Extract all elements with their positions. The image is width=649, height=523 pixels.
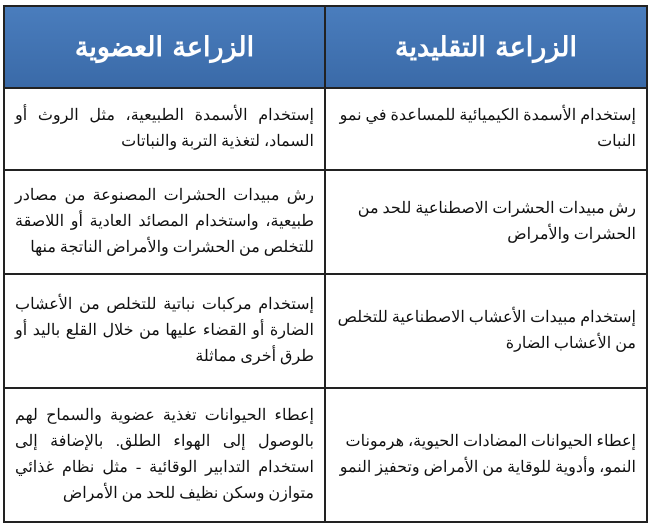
traditional-cell: إستخدام مبيدات الأعشاب الاصطناعية للتخلص من الأعشاب الضارة	[325, 274, 647, 388]
comparison-table	[3, 5, 648, 523]
header-organic-farming: الزراعة العضوية	[4, 6, 325, 88]
organic-cell: إستخدام الأسمدة الطبيعية، مثل الروث أو السماد، لتغذية التربة والنباتات	[4, 88, 325, 170]
header-row	[4, 6, 647, 88]
table-row	[4, 274, 647, 388]
organic-cell: إعطاء الحيوانات تغذية عضوية والسماح لهم بالوصول إلى الهواء الطلق. بالإضافة إلى استخدام التدابير الوقائية - مثل نظام غذائي متوازن وسكن نظيف للحد من الأمراض	[4, 388, 325, 522]
organic-cell: إستخدام مركبات نباتية للتخلص من الأعشاب الضارة أو القضاء عليها من خلال القلع باليد أو طرق أخرى مماثلة	[4, 274, 325, 388]
table-row	[4, 88, 647, 170]
traditional-cell: رش مبيدات الحشرات الاصطناعية للحد من الحشرات والأمراض	[325, 170, 647, 274]
table-row	[4, 170, 647, 274]
table-row	[4, 388, 647, 522]
header-traditional-farming: الزراعة التقليدية	[325, 6, 647, 88]
organic-cell: رش مبيدات الحشرات المصنوعة من مصادر طبيعية، واستخدام المصائد العادية أو اللاصقة للتخلص من الحشرات والأمراض الناتجة منها	[4, 170, 325, 274]
traditional-cell: إستخدام الأسمدة الكيميائية للمساعدة في نمو النبات	[325, 88, 647, 170]
traditional-cell: إعطاء الحيوانات المضادات الحيوية، هرمونات النمو، وأدوية للوقاية من الأمراض وتحفيز النمو	[325, 388, 647, 522]
